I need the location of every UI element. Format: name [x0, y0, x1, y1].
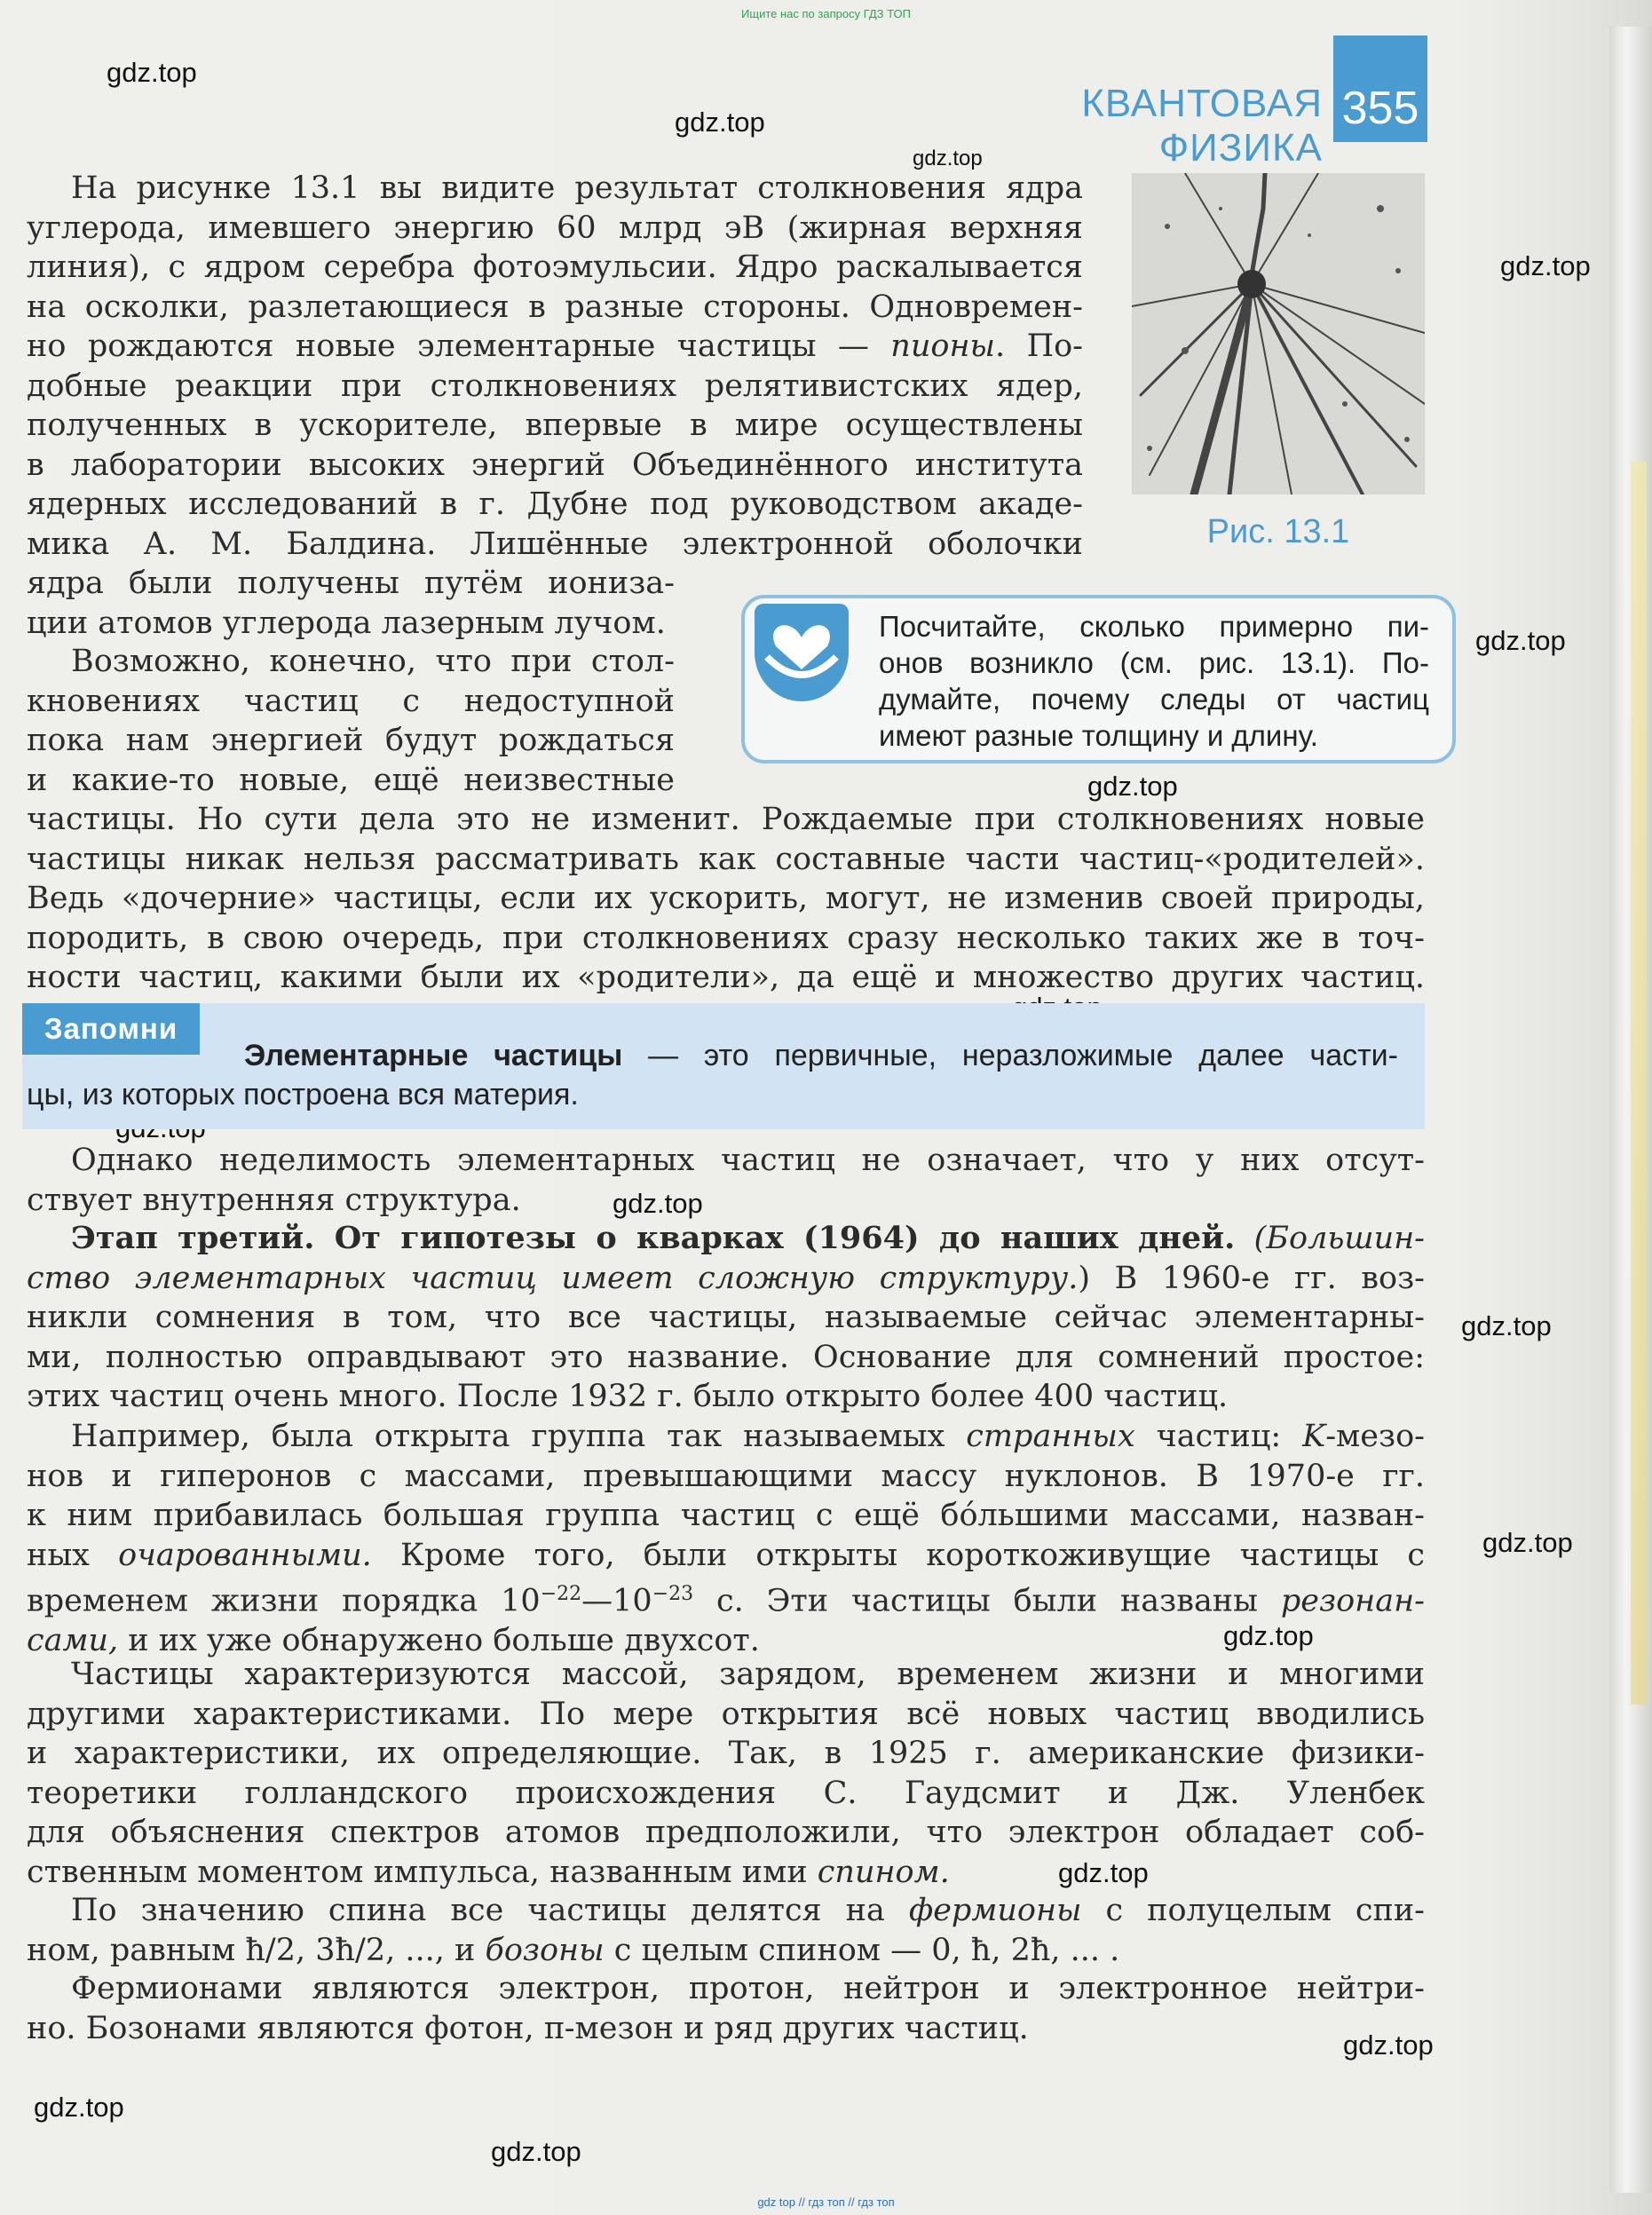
watermark: gdz.top	[1461, 1310, 1552, 1341]
bottom-notice: gdz top // гдз топ // гдз топ	[757, 2195, 895, 2209]
remember-definition: Элементарные частицы — это первичные, неразложимые далее части- цы, из которых построена вся материя.	[27, 1039, 1398, 1111]
chapter-title: КВАНТОВАЯ ФИЗИКА	[1081, 82, 1323, 170]
watermark: gdz.top	[1500, 250, 1591, 281]
paragraph: Фермионами являются электрон, протон, нейтрон и электронное нейтри- но. Бозонами являются фотон, π-мезон и ряд других частиц.	[27, 1971, 1425, 2046]
task-text: Посчитайте, сколько примерно пи- онов возникло (см. рис. 13.1). По- думайте, почему следы от частиц имеют разные толщину и длину.	[879, 610, 1429, 752]
watermark: gdz.top	[1087, 771, 1178, 802]
remember-label: Запомни	[22, 1003, 200, 1055]
paragraph: Однако неделимость элементарных частиц не означает, что у них отсут- ствует внутренняя структура.	[27, 1143, 1425, 1218]
watermark: gdz.top	[675, 107, 765, 138]
watermark: gdz.top	[34, 2092, 124, 2123]
page-number: 355	[1333, 36, 1427, 142]
figure-13-1-photo	[1132, 173, 1425, 494]
watermark: gdz.top	[1475, 625, 1566, 656]
top-notice: Ищите нас по запросу ГДЗ ТОП	[741, 7, 911, 20]
paragraph: Например, была открыта группа так называемых странных частиц: K-мезо- нов и гиперонов с массами, превышающими массу нуклонов. В 1970-е гг. к ним прибавилась большая группа частиц с ещё бóльшими массами, назван- ных очарованными. Кроме того, были открыты короткоживущие частицы с временем жизни порядка $10^{-22}—10^{-23}$ с. Эти частицы были названы резонан- сами, и их уже обнаружено больше двухсот.	[27, 1419, 1425, 1659]
paragraph: Частицы характеризуются массой, зарядом, временем жизни и многими другими характеристиками. По мере открытия всё новых частиц вводились и характеристики, их определяющие. Так, в 1925 г. американские физики- теоретики голландского происхождения С. Гаудсмит и Дж. Уленбек для объяснения спектров атомов предположили, что электрон обладает соб- ственным моментом импульса, названным ими спином.	[27, 1657, 1425, 1890]
watermark: gdz.top	[913, 146, 983, 170]
figure-caption: Рис. 13.1	[1206, 513, 1350, 550]
watermark: gdz.top	[491, 2136, 581, 2167]
watermark: gdz.top	[107, 57, 197, 88]
page-edge-tab	[1631, 462, 1647, 1705]
watermark: gdz.top	[1343, 2029, 1434, 2061]
watermark: gdz.top	[613, 1188, 703, 1219]
paragraph: На рисунке 13.1 вы видите результат столкновения ядра углерода, имевшего энергию 60 млрд эВ (жирная верхняя линия), с ядром серебра фотоэмульсии. Ядро раскалывается на осколки, разлетающиеся в разные стороны. Одновремен- но рождаются новые элементарные частицы — пионы. По- добные реакции при столкновениях релятивистских ядер, полученных в ускорителе, впервые в мире осуществлены в лаборатории высоких энергий Объединённого института ядерных исследований в г. Дубне под руководством акаде- мика А. М. Балдина. Лишённые электронной оболочки ядра были получены путём ионизa- ции атомов углерода лазерным лучом.	[27, 170, 1083, 641]
watermark: gdz.top	[1058, 1857, 1149, 1888]
paragraph: Возможно, конечно, что при стол- кновениях частиц с недоступной пока нам энергией будут рождаться и какие-то новые, ещё неизвестные частицы. Но сути дела это не изменит. Рождаемые при столкновениях новые частицы никак нельзя рассматривать как составные части частиц-«родителей». Ведь «дочерние» частицы, если их ускорить, могут, не изменив своей природы, породить, в свою очередь, при столкновениях сразу несколько таких же в точ- ности частиц, какими были их «родители», да ещё и множество других частиц.	[27, 644, 1425, 995]
paragraph: По значению спина все частицы делятся на фермионы с полуцелым спи- ном, равным ħ/2, 3ħ/2, ..., и бозоны с целым спином — 0, ħ, 2ħ, ... .	[27, 1893, 1425, 1968]
section-heading: Этап третий. От гипотезы о кварках (1964) до наших дней.	[71, 1220, 1236, 1256]
watermark: gdz.top	[1223, 1620, 1314, 1651]
watermark: gdz.top	[1482, 1527, 1573, 1558]
section-paragraph: Этап третий. От гипотезы о кварках (1964) до наших дней. (Большин- ство элементарных частиц имеет сложную структуру.) В 1960-е гг. воз- никли сомнения в том, что все частицы, называемые сейчас элементарны- ми, полностью оправдывают это название. Основание для сомнений простое: этих частиц очень много. После 1932 г. было открыто более 400 частиц.	[27, 1220, 1425, 1414]
